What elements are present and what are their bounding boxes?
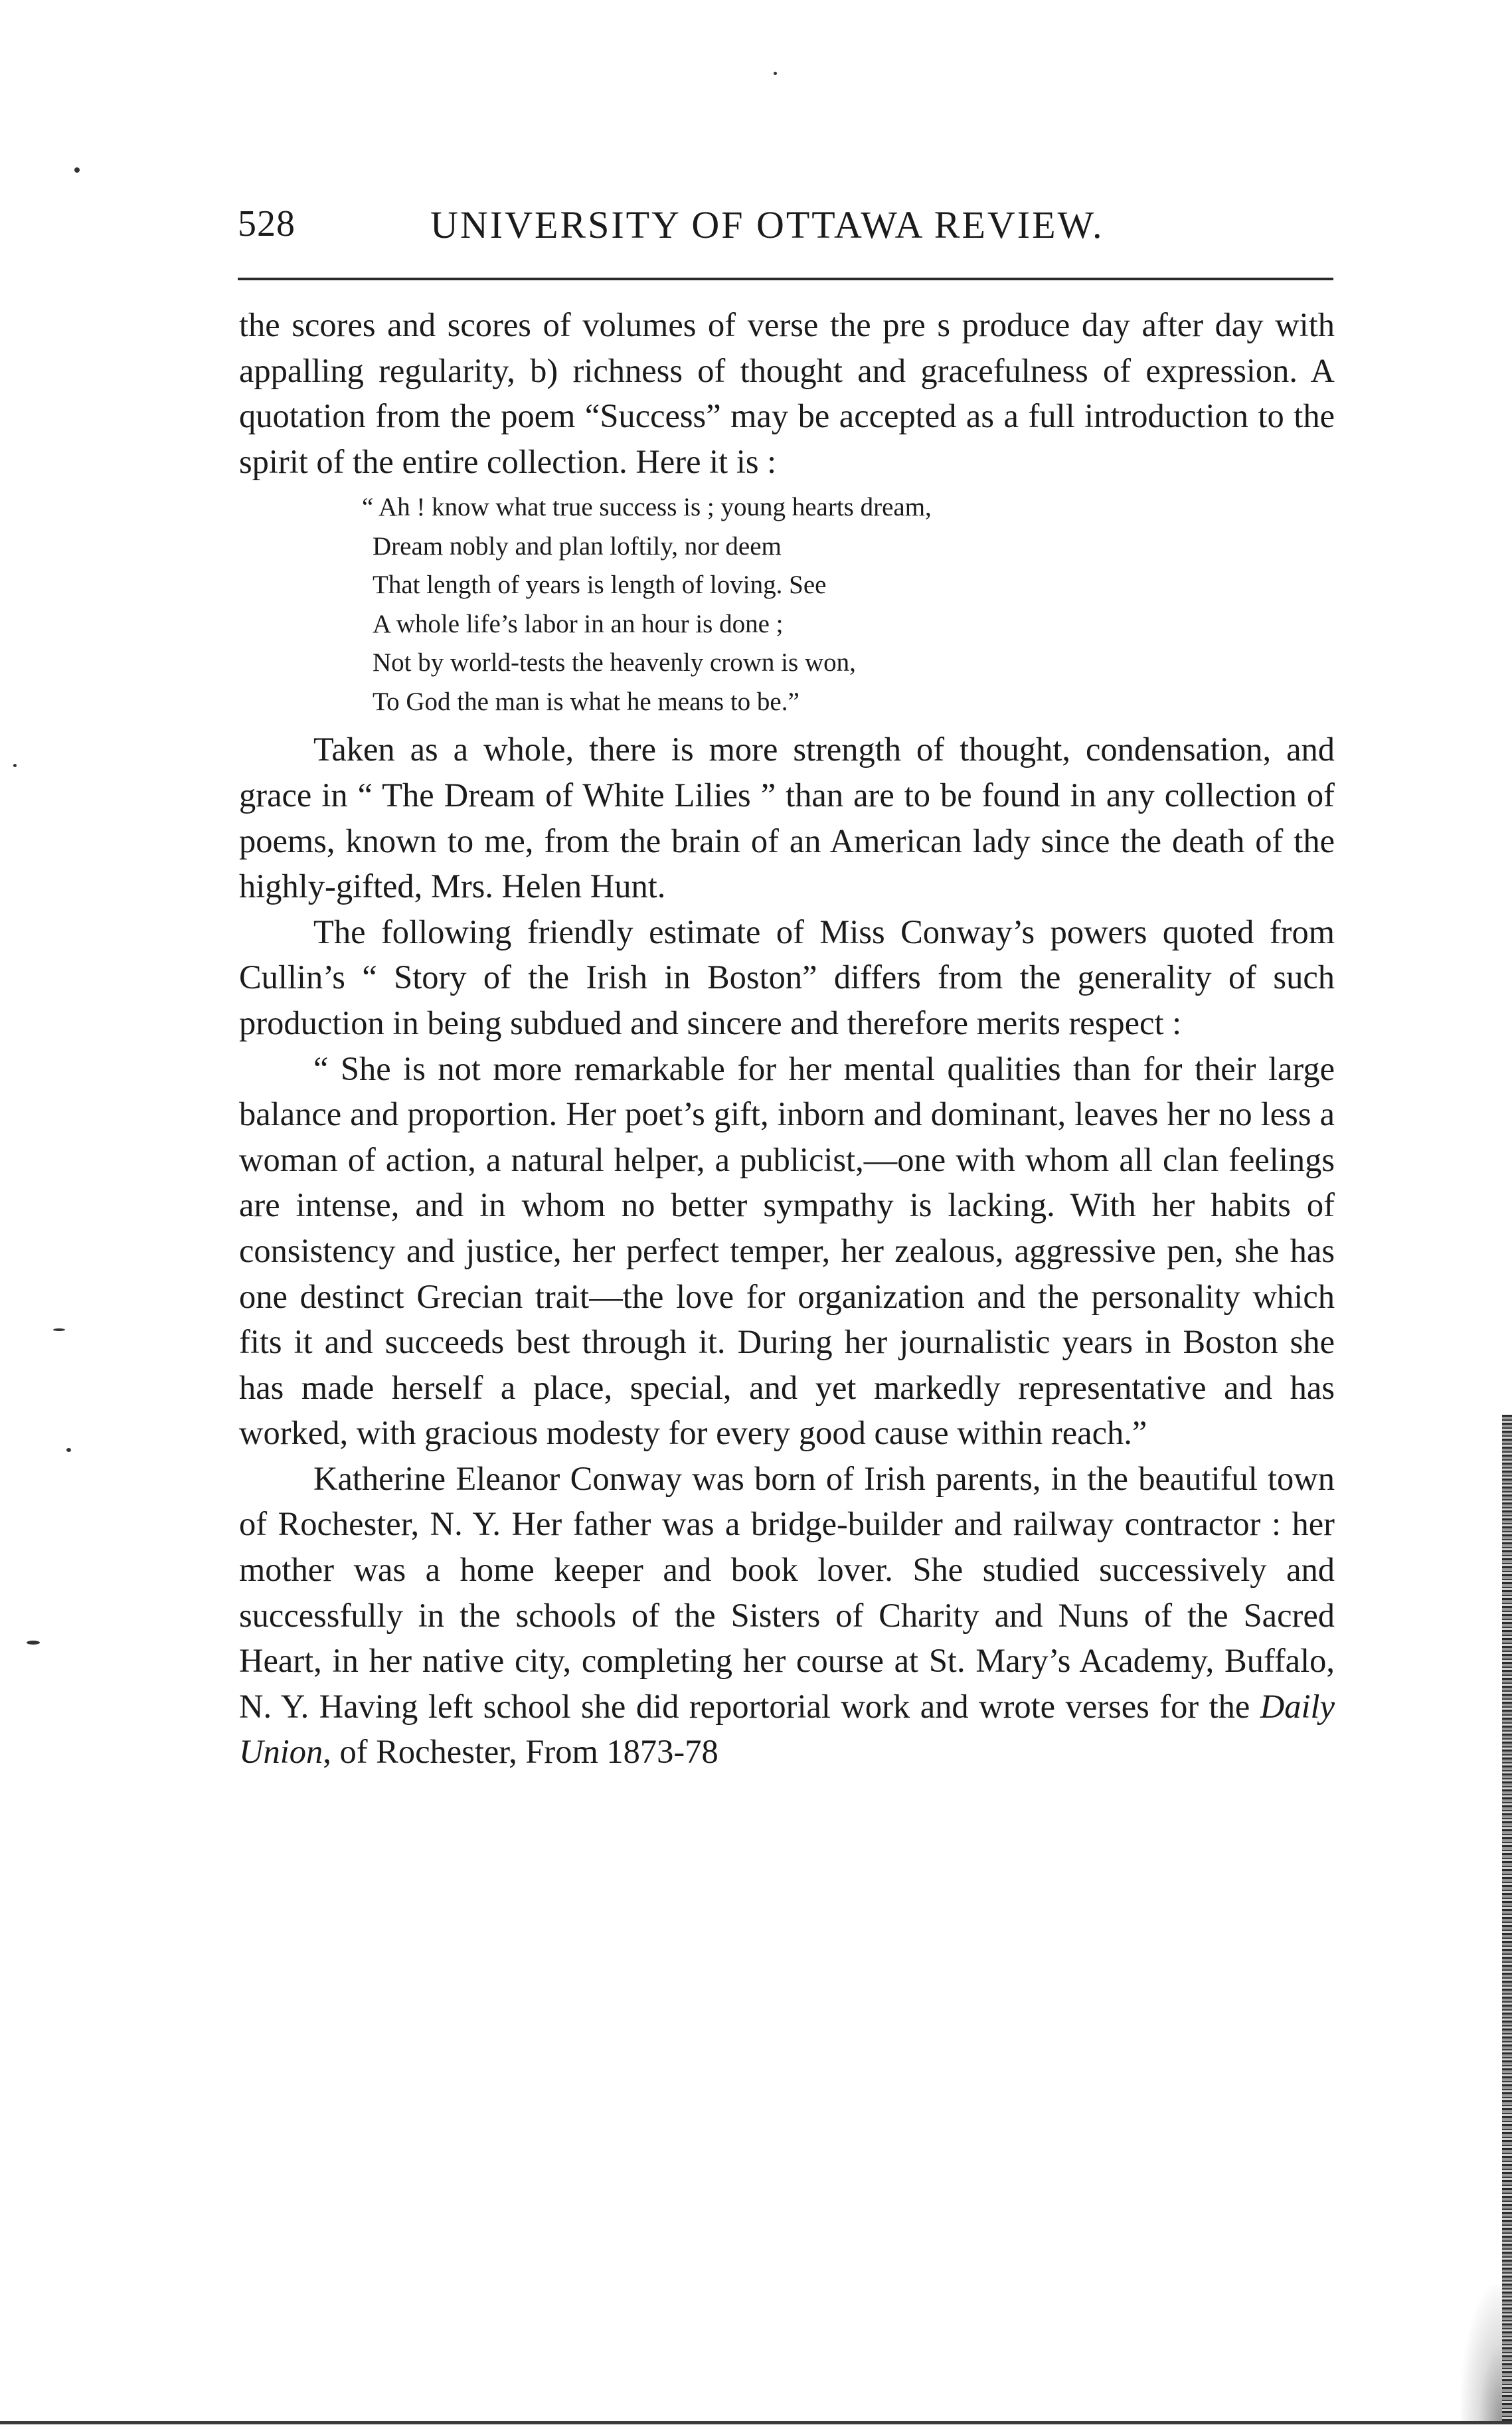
biography-text-start: Katherine Eleanor Conway was born of Irish parents, in the beautiful town of Rochester, N. Y. Her father was a bridge-builder and railway contractor : her mother was a home keeper and book lover. She studied successively and successfully in the schools of the Sisters of Charity and Nuns of the Sacred Heart, in her native city, completing her course at St. Mary’s Academy, Buffalo, N. Y. Having left school she did reportorial work and wrote verses for the: [239, 1459, 1335, 1725]
body-text: [239, 302, 1335, 1775]
scan-speck: [66, 1448, 71, 1452]
poem-line: That length of years is length of loving. See: [373, 571, 827, 600]
paragraph-dream-of-white-lilies: Taken as a whole, there is more strength of thought, condensation, and grace in “ The Dream of White Lilies ” than are to be found in any collection of poems, known to me, from the brain of an American lady since the death of the highly-gifted, Mrs. Helen Hunt.: [239, 731, 1335, 905]
page-bottom-edge: [0, 2421, 1512, 2424]
binding-edge: [1502, 1415, 1512, 2421]
running-title: UNIVERSITY OF OTTAWA REVIEW.: [430, 203, 1104, 246]
scan-speck: [74, 167, 80, 173]
header-rule: [238, 278, 1333, 280]
poem-quotation: [362, 488, 1335, 721]
newspaper-title: Daily Union: [239, 1687, 1335, 1771]
page-number: 528: [238, 203, 295, 244]
page-header: [238, 203, 1333, 256]
paragraph-friendly-estimate: The following friendly estimate of Miss Conway’s powers quoted from Cullin’s “ Story of the Irish in Boston” differs from the generality of such production in being subdued and sincere and therefore merits respect :: [239, 913, 1335, 1041]
poem-line: A whole life’s labor in an hour is done ;: [373, 609, 784, 638]
scan-speck: [53, 1328, 65, 1331]
scan-speck: [774, 72, 777, 75]
poem-line: Not by world-tests the heavenly crown is won,: [373, 648, 856, 677]
poem-line: “ Ah ! know what true success is ; young hearts dream,: [362, 493, 932, 522]
binding-shadow: [1461, 2285, 1502, 2421]
biography-text-end: , of Rochester, From 1873-78: [323, 1733, 718, 1771]
poem-line: Dream nobly and plan loftily, nor deem: [373, 531, 782, 561]
paragraph-continuation: the scores and scores of volumes of verse the pre s produce day after day with appalling regularity, b) richness of thought and gracefulness of expression. A quotation from the poem “Success” may be accepted as a full introduction to the spirit of the entire collection. Here it is :: [239, 306, 1335, 480]
paragraph-quotation-cullin: “ She is not more remarkable for her mental qualities than for their large balance and proportion. Her poet’s gift, inborn and dominant, leaves her no less a woman of action, a natural helper, a publicist,—one with whom all clan feelings are intense, and in whom no better sympathy is lacking. With her habits of consistency and justice, her perfect temper, her zealous, aggressive pen, she has one destinct Grecian trait—the love for organization and the personality which fits it and succeeds best through it. During her journalistic years in Boston she has made herself a place, special, and yet markedly representative and has worked, with gracious modesty for every good cause within reach.”: [239, 1049, 1335, 1452]
scan-speck: [13, 764, 17, 767]
paragraph-biography: [239, 1456, 1335, 1775]
poem-line: To God the man is what he means to be.”: [373, 687, 799, 716]
scan-speck: [27, 1641, 40, 1645]
